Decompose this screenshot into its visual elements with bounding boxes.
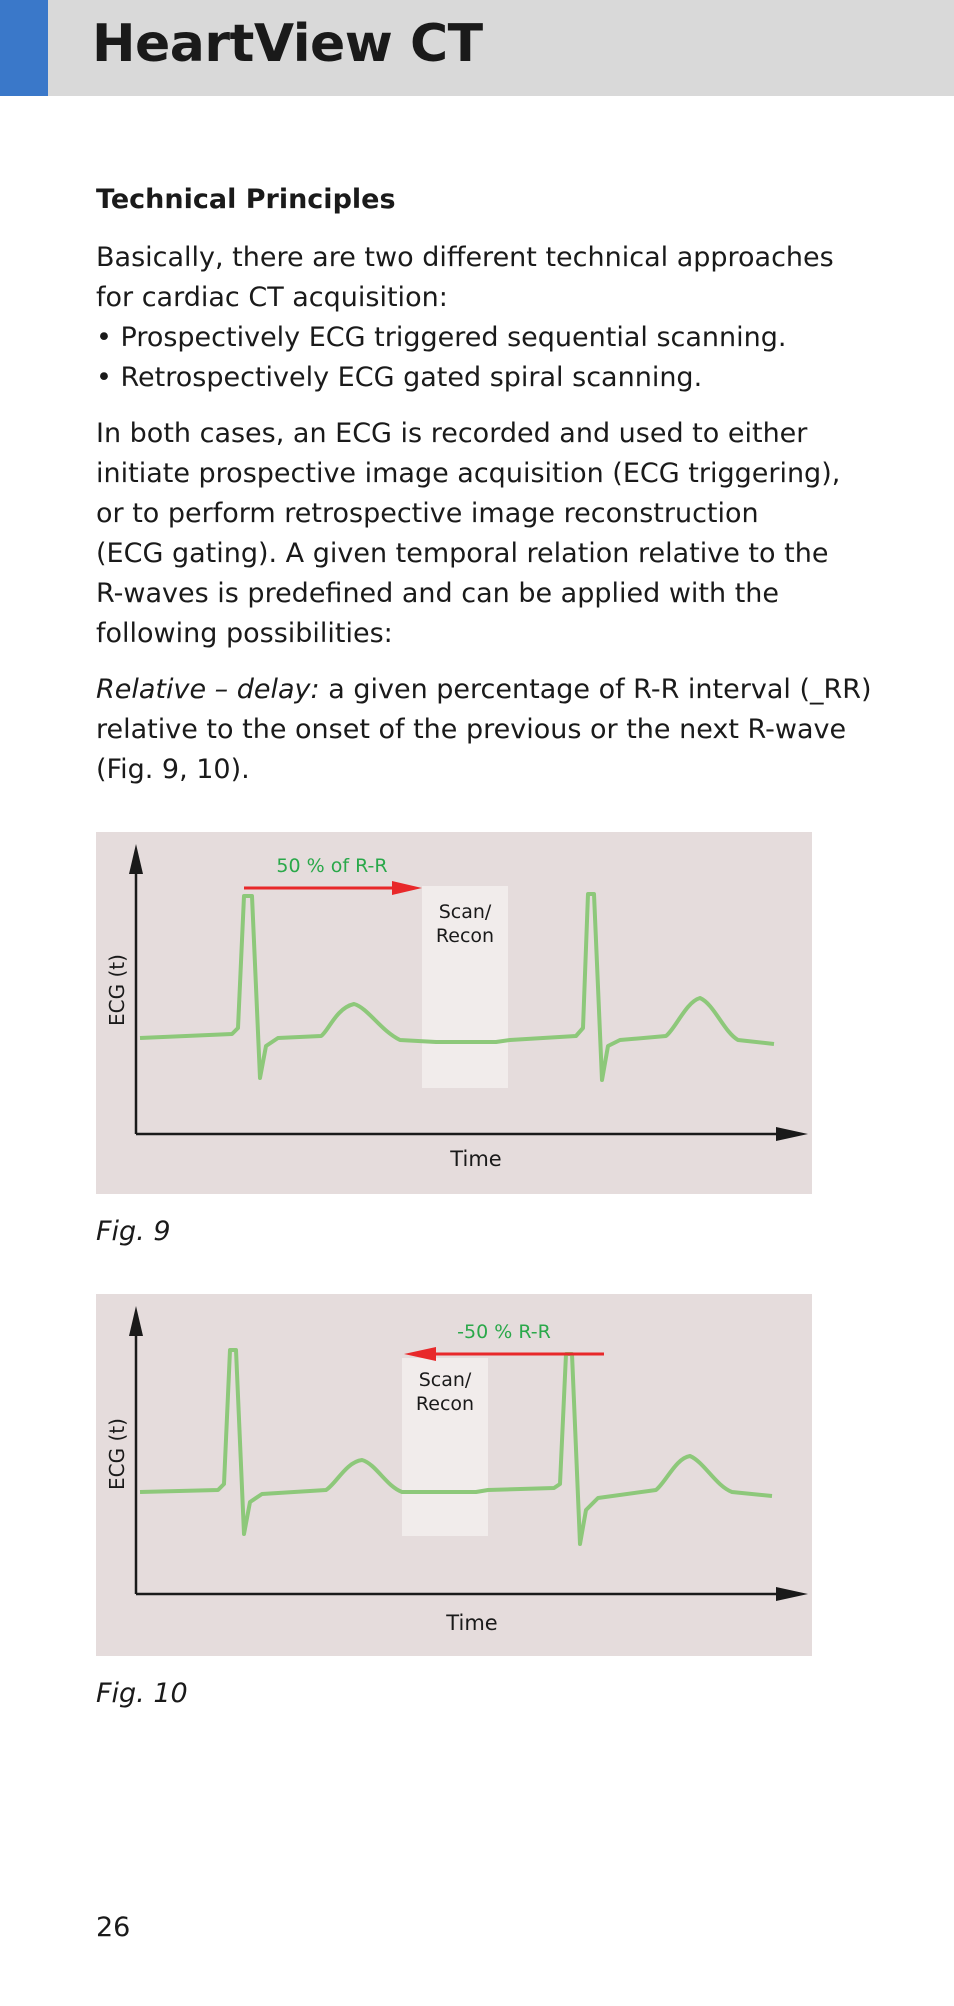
header-accent-stripe [0, 0, 48, 96]
bullet-item: • Retrospectively ECG gated spiral scanning. [96, 362, 703, 393]
intro-paragraph [96, 238, 834, 398]
relative-line-1 [96, 670, 872, 710]
figure-9-diagram [96, 832, 812, 1194]
figure-9-caption: Fig. 9 [96, 1216, 171, 1247]
relative-line-3: (Fig. 9, 10). [96, 754, 250, 785]
y-axis-arrowhead [129, 1306, 143, 1336]
body-line: or to perform retrospective image reconstruction [96, 498, 759, 529]
x-axis-label: Time [446, 1611, 498, 1635]
x-axis-arrowhead [776, 1587, 808, 1601]
intro-line: Basically, there are two different technical approaches [96, 242, 834, 273]
relative-delay-paragraph [96, 670, 872, 790]
figure-10 [96, 1294, 812, 1656]
x-axis-label: Time [450, 1147, 502, 1171]
intro-line: for cardiac CT acquisition: [96, 282, 448, 313]
scan-recon-label-line-1: Scan/ [418, 1369, 472, 1391]
y-axis-label: ECG (t) [105, 954, 129, 1026]
figure-10-diagram [96, 1294, 812, 1656]
body-line: R-waves is predefined and can be applied with the [96, 578, 780, 609]
delay-label: -50 % R-R [457, 1321, 551, 1343]
body-line: In both cases, an ECG is recorded and used to either [96, 418, 808, 449]
body-line: (ECG gating). A given temporal relation relative to the [96, 538, 829, 569]
x-axis-arrowhead [776, 1127, 808, 1141]
relative-delay-term: Relative – delay: [96, 674, 320, 705]
delay-arrow-head [392, 881, 422, 895]
y-axis-label: ECG (t) [105, 1418, 129, 1490]
body-line: initiate prospective image acquisition (ECG triggering), [96, 458, 841, 489]
section-heading: Technical Principles [96, 184, 396, 215]
body-line: following possibilities: [96, 618, 393, 649]
relative-line-2: relative to the onset of the previous or the next R-wave [96, 714, 847, 745]
figure-10-caption: Fig. 10 [96, 1678, 188, 1709]
delay-label: 50 % of R-R [276, 855, 388, 877]
document-title: HeartView CT [92, 14, 483, 74]
bullet-item: • Prospectively ECG triggered sequential scanning. [96, 322, 787, 353]
scan-recon-label-line-2: Recon [415, 1393, 475, 1415]
scan-recon-label-line-2: Recon [435, 925, 495, 947]
figure-9 [96, 832, 812, 1194]
relative-line-1-text: a given percentage of R-R interval (_RR) [319, 674, 872, 705]
scan-recon-label-line-1: Scan/ [438, 901, 492, 923]
body-paragraph [96, 414, 841, 654]
y-axis-arrowhead [129, 844, 143, 874]
page-number: 26 [96, 1912, 131, 1943]
